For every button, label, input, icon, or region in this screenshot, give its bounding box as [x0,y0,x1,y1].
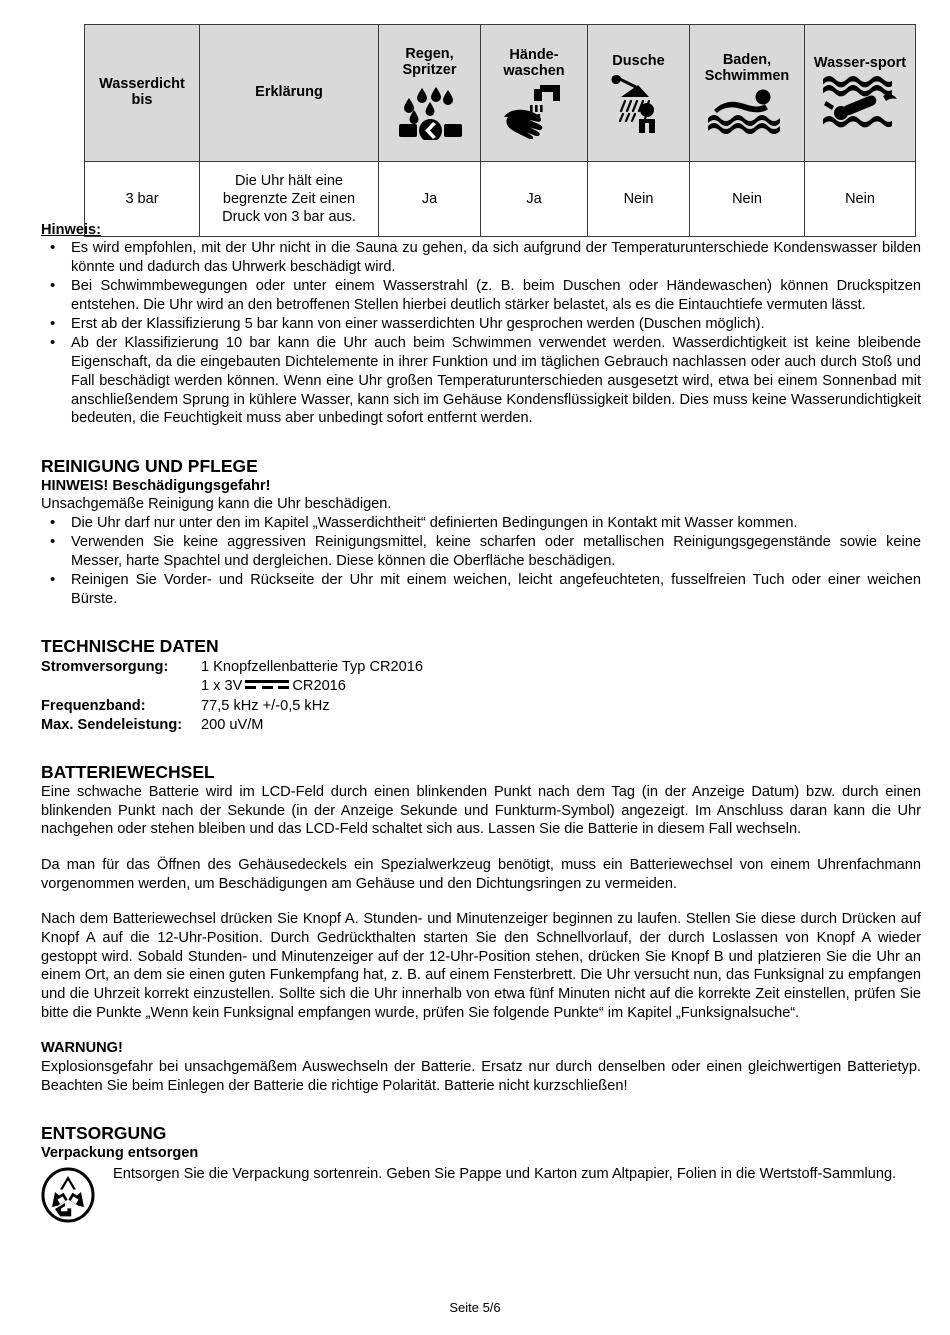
tech-value-prefix: 1 x 3V [201,678,243,695]
header-dusche [588,25,690,162]
header-label-regen-spritzer: Regen, Spritzer [402,45,457,78]
header-wassersport [805,25,916,162]
section-technische-daten [41,636,921,735]
header-label-dusche: Dusche [612,52,665,69]
batteriewechsel-paragraph-2: Da man für das Öffnen des Gehäusedeckels ein Spezialwerkzeug benötigt, muss ein Batteriewechsel von einem Uhrenfachmann vorgenommen werden, um Beschädigungen am Gehäuse und den Dichtungsringen zu vermeiden. [41,857,921,892]
header-erklaerung [200,25,379,162]
water-resistance-table-container [84,24,907,237]
tech-row-sendeleistung [41,716,921,735]
header-label-haendewaschen: Hände-waschen [503,46,565,79]
tech-key: Stromversorgung: [41,659,169,676]
header-baden-schwimmen [690,25,805,162]
tech-value-with-dc-symbol [201,677,921,696]
batteriewechsel-paragraph-1: Eine schwache Batterie wird im LCD-Feld durch einen blinkenden Punkt nach dem Tag (in der Anzeige Datum) bzw. durch einen blinkenden Punkt nach der Sekunde (in der Anzeige Sekunde und Funkturm-Symbol) angezeigt. Im Anschluss daran kann die Uhr nachgehen oder stehen bleiben und das LCD-Feld schaltet sich aus. Lassen Sie die Batterie in diesem Fall wechseln. [41,784,921,838]
list-item: • Erst ab der Klassifizierung 5 bar kann von einer wasserdichten Uhr gesprochen werden (Duschen möglich). [41,315,921,334]
section-reinigung-und-pflege [41,456,921,609]
cell-haendewaschen: Ja [481,162,588,237]
technische-daten-heading: TECHNISCHE DATEN [41,636,219,657]
entsorgung-subheading: Verpackung entsorgen [41,1144,199,1161]
spacer [41,1022,921,1039]
list-item: • Die Uhr darf nur unter den im Kapitel „Wasserdichtheit“ definierten Bedingungen in Kontakt mit Wasser kommen. [41,514,921,533]
water-resistance-table [84,24,916,237]
dc-voltage-icon [245,680,289,691]
tech-key: Max. Sendeleistung: [41,716,183,733]
table-header-row-group [85,25,916,162]
entsorgung-content-row [41,1165,921,1228]
reinigung-intro: Unsachgemäße Reinigung kann die Uhr beschädigen. [41,496,392,513]
hinweis-heading: Hinweis: [41,222,102,238]
list-item: • Reinigen Sie Vorder- und Rückseite der Uhr mit einem weichen, leicht angefeuchteten, fusselfreien Tuch oder einer weichen Bürste. [41,571,921,609]
tech-value: 200 uV/M [201,716,264,733]
header-wasserdicht-bis [85,25,200,162]
cell-wassersport: Nein [805,162,916,237]
swimming-icon [693,88,801,134]
hand-washing-icon [484,83,584,139]
page-footer [0,1300,950,1315]
tech-value: 77,5 kHz +/-0,5 kHz [201,697,330,714]
tech-row-frequenzband [41,697,921,716]
list-item: • Bei Schwimmbewegungen oder unter einem Wasserstrahl (z. B. beim Duschen oder Händewaschen) können Druckspitzen entstehen. Die Uhr wird an den betroffenen Stellen hierbei deutlich stärker belastet, als es die Eintauchtiefe vermuten lässt. [41,277,921,315]
spacer [41,429,921,456]
section-hinweis [41,222,921,428]
cell-regen-spritzer: Ja [379,162,481,237]
tech-key: Frequenzband: [41,697,146,714]
tech-value: 1 Knopfzellenbatterie Typ CR2016 [201,659,424,676]
entsorgung-heading: ENTSORGUNG [41,1122,167,1143]
header-regen-spritzer [379,25,481,162]
technische-daten-rows [41,658,921,735]
reinigung-bullet-list [41,514,921,609]
spacer [41,1096,921,1123]
header-label-baden-schwimmen: Baden, Schwimmen [704,51,790,84]
list-item: • Es wird empfohlen, mit der Uhr nicht in die Sauna zu gehen, da sich aufgrund der Temperaturunterschiede Kondenswasser bilden könnte und dadurch das Uhrwerk beschädigt wird. [41,239,921,277]
warnung-heading: WARNUNG! [41,1040,123,1057]
tech-key [41,677,201,696]
list-item: • Verwenden Sie keine aggressiven Reinigungsmittel, keine scharfen oder metallischen Reinigungsgegenstände sowie keine Messer, harte Spachtel und dergleichen. Diese können die Oberfläche beschädigen. [41,533,921,571]
water-sport-diver-icon [808,75,912,131]
reinigung-heading: REINIGUNG UND PFLEGE [41,455,258,476]
spacer [41,735,921,762]
batteriewechsel-heading: BATTERIEWECHSEL [41,762,215,783]
document-body [41,222,921,1228]
section-entsorgung [41,1123,921,1229]
recycling-icon [41,1165,113,1228]
entsorgung-text: Entsorgen Sie die Verpackung sortenrein. Geben Sie Pappe und Karton zum Altpapier, Folien in die Wertstoff-Sammlung. [113,1166,897,1183]
header-label-erklaerung: Erklärung [255,83,323,100]
tech-value-suffix: CR2016 [292,678,346,695]
tech-row-stromversorgung [41,658,921,677]
shower-icon [591,73,686,133]
reinigung-subheading: HINWEIS! Beschädigungsgefahr! [41,477,271,494]
page-number: Seite 5/6 [449,1300,501,1315]
table-header-row [85,25,916,162]
spacer [41,609,921,636]
spacer [41,893,921,910]
cell-wasserdicht-bis: 3 bar [85,162,200,237]
warnung-text: Explosionsgefahr bei unsachgemäßem Auswechseln der Batterie. Ersatz nur durch denselben oder einen gleichwertigen Batterietyp. Beachten Sie beim Einlegen der Batterie die richtige Polarität. Batterie nicht kurzschließen! [41,1059,921,1094]
batteriewechsel-paragraph-3: Nach dem Batteriewechsel drücken Sie Knopf A. Stunden- und Minutenzeiger beginnen zu laufen. Stellen Sie diese durch Drücken auf Knopf A auf die 12-Uhr-Position. Durch Gedrückthalten starten Sie den Schnellvorlauf, der durch Loslassen von Knopf A wieder gestoppt wird. Sobald Stunden- und Minutenzeiger auf der 12-Uhr-Position stehen, drücken Sie Knopf B und platzieren Sie die Uhr an einem Ort, an dem sie einen guten Funkempfang hat, z. B. auf einem Fensterbrett. Die Uhr versucht nun, das Funksignal zu empfangen und die Uhrzeit korrekt einzustellen. Sollte sich die Uhr innerhalb von etwa fünf Minuten nicht auf die korrekte Zeit einstellen, prüfen Sie bitte die Punkte „Wenn kein Funksignal empfangen wurde, prüfen Sie folgende Punkte“ im Kapitel „Funksignalsuche“. [41,911,921,1021]
section-batteriewechsel [41,762,921,1095]
cell-baden-schwimmen: Nein [690,162,805,237]
header-label-wasserdicht-bis: Wasserdicht bis [99,75,185,108]
cell-dusche: Nein [588,162,690,237]
tech-row-battery-voltage [41,677,921,696]
list-item: • Ab der Klassifizierung 10 bar kann die Uhr auch beim Schwimmen verwendet werden. Wasserdichtigkeit ist keine bleibende Eigenschaft, da die eingebauten Dichtelemente in ihrer Funktion und im täglichen Gebrauch nachlassen oder auch durch Stoß und Fall beschädigt werden können. Wenn eine Uhr großen Temperaturunterschieden ausgesetzt wird, etwa bei einem Sonnenbad mit anschließendem Sprung in kühlere Wasser, kann sich im Gehäuse Kondensflüssigkeit bilden. Dies muss keine Wasserundichtigkeit bedeuten, die Feuchtigkeit muss aber unbedingt sofort entfernt werden. [41,334,921,428]
header-label-wassersport: Wasser-sport [813,54,907,71]
cell-erklaerung: Die Uhr hält eine begrenzte Zeit einen Druck von 3 bar aus. [200,162,379,237]
rain-splash-watch-icon [382,82,477,140]
header-haendewaschen [481,25,588,162]
spacer [41,839,921,856]
hinweis-bullet-list [41,239,921,428]
